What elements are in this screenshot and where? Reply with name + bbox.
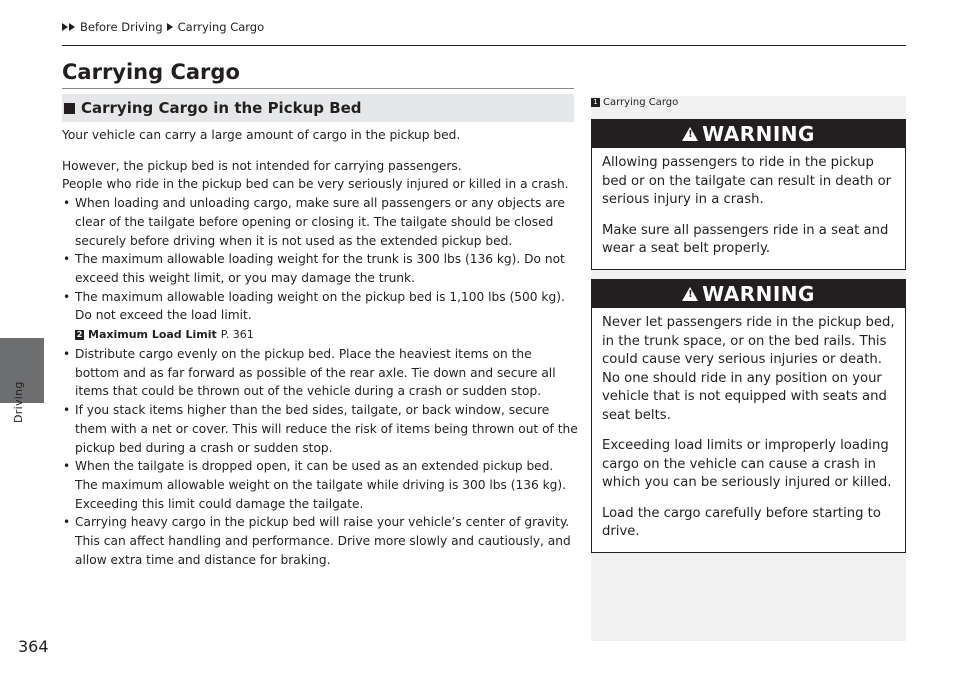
warning-triangle-icon: ! xyxy=(682,287,698,301)
notes-header-label: Carrying Cargo xyxy=(603,97,679,108)
notes-header xyxy=(591,97,678,108)
list-item: • If you stack items higher than the bed sides, tailgate, or back window, secure them with a net or cover. This will reduce the risk of items being thrown out of the pickup bed during a crash or sudden stop. xyxy=(62,401,578,457)
intro-paragraph: Your vehicle can carry a large amount of cargo in the pickup bed. xyxy=(62,128,461,142)
page-number: 364 xyxy=(18,637,49,656)
warning-label: WARNING xyxy=(702,282,815,306)
reference-label[interactable]: Maximum Load Limit xyxy=(88,328,217,342)
warning-banner xyxy=(592,280,905,308)
warning-text: Never let passengers ride in the pickup bed, in the trunk space, or on the bed rails. This could cause very serious injuries or death. No one should ride in any position on your vehicle that is not equipped with seats and seat belts. xyxy=(602,315,895,423)
warning-text: Allowing passengers to ride in the pickup bed or on the tailgate can result in death or serious injury in a crash. xyxy=(602,155,892,207)
section-title: Carrying Cargo in the Pickup Bed xyxy=(81,99,362,117)
warning-text: Exceeding load limits or improperly loading cargo on the vehicle can cause a crash in which you can be seriously injured or killed. xyxy=(602,438,892,490)
breadcrumb-arrow-icon xyxy=(62,23,68,31)
warning-triangle-icon: ! xyxy=(682,127,698,141)
passenger-paragraph-line1: However, the pickup bed is not intended for carrying passengers. xyxy=(62,158,462,173)
warning-text: Make sure all passengers ride in a seat and wear a seat belt properly. xyxy=(602,222,889,256)
reference-arrow-icon: 2 xyxy=(76,329,83,339)
breadcrumb-item-before-driving[interactable]: Before Driving xyxy=(80,20,163,34)
list-item: • Carrying heavy cargo in the pickup bed will raise your vehicle’s center of gravity. This can affect handling and performance. Drive more slowly and cautiously, and allow extra time and distance for braking. xyxy=(62,513,578,569)
warning-banner xyxy=(592,120,905,148)
list-item: • Distribute cargo evenly on the pickup bed. Place the heaviest items on the bottom and as far forward as possible of the rear axle. Tie down and secure all items that could be thrown out of the vehicle during a crash or sudden stop. xyxy=(62,345,578,401)
header-divider xyxy=(62,45,906,46)
warning-box-2 xyxy=(591,279,906,553)
warning-label: WARNING xyxy=(702,122,815,146)
warning-box-1 xyxy=(591,119,906,270)
title-divider xyxy=(62,88,574,89)
list-item: • The maximum allowable loading weight on the pickup bed is 1,100 lbs (500 kg). Do not exceed the load limit. xyxy=(62,288,578,325)
breadcrumb-arrow-icon xyxy=(69,23,75,31)
list-item: • When the tailgate is dropped open, it can be used as an extended pickup bed. The maximum allowable weight on the tailgate while driving is 300 lbs (136 kg). Exceeding this limit could damage the tailgate. xyxy=(62,457,578,513)
note-marker-icon: 1 xyxy=(591,98,600,107)
body-text xyxy=(62,126,578,569)
square-bullet-icon xyxy=(64,103,75,114)
section-heading xyxy=(62,94,574,122)
breadcrumb-arrow-icon xyxy=(167,23,173,31)
breadcrumb xyxy=(62,20,264,34)
reference-page: P. 361 xyxy=(220,328,254,342)
page-title: Carrying Cargo xyxy=(62,60,240,84)
list-item: • When loading and unloading cargo, make sure all passengers or any objects are clear of the tailgate before opening or closing it. The tailgate should be closed securely before driving when it is not used as the extended pickup bed. xyxy=(62,194,578,250)
list-item: • The maximum allowable loading weight for the trunk is 300 lbs (136 kg). Do not exceed this weight limit, or you may damage the trunk. xyxy=(62,250,578,287)
passenger-paragraph-line2: People who ride in the pickup bed can be very seriously injured or killed in a crash. xyxy=(62,177,569,192)
chapter-side-label: Driving xyxy=(12,381,25,423)
breadcrumb-item-carrying-cargo[interactable]: Carrying Cargo xyxy=(177,20,265,34)
warning-text: Load the cargo carefully before starting to drive. xyxy=(602,505,881,539)
cross-reference-link[interactable] xyxy=(62,327,578,342)
